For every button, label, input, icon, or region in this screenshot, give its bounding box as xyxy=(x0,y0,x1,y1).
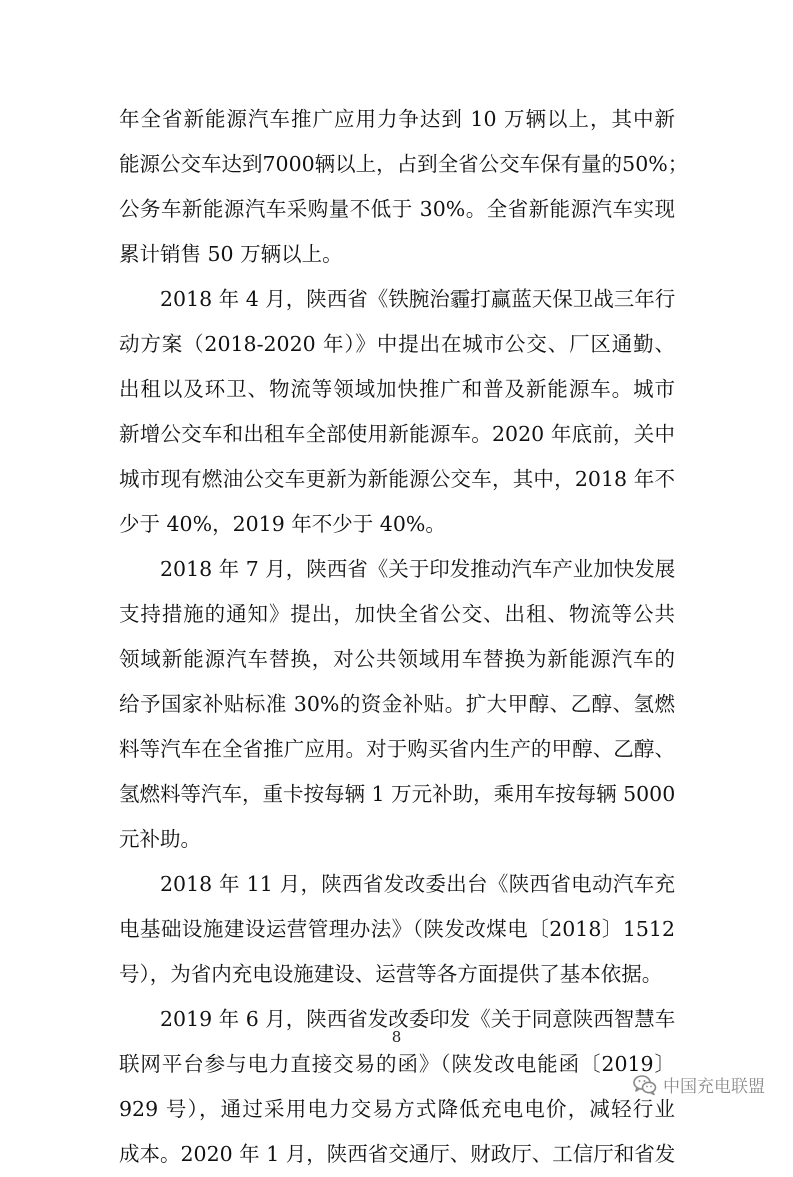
text-line: 给予国家补贴标准 30%的资金补贴。扩大甲醇、乙醇、氢燃 xyxy=(119,692,675,716)
text-line: 领域新能源汽车替换，对公共领域用车替换为新能源汽车的 xyxy=(119,647,675,671)
watermark-text: 中国充电联盟 xyxy=(663,1077,765,1097)
text-line: 2018 年 4 月，陕西省《铁腕治霾打赢蓝天保卫战三年行 xyxy=(160,287,676,311)
text-line: 少于 40%，2019 年不少于 40%。 xyxy=(119,512,446,536)
text-line: 2018 年 11 月，陕西省发改委出台《陕西省电动汽车充 xyxy=(160,872,675,896)
text-line: 成本。2020 年 1 月，陕西省交通厅、财政厅、工信厅和省发 xyxy=(119,1142,676,1166)
wechat-icon xyxy=(633,1074,657,1096)
text-line: 城市现有燃油公交车更新为新能源公交车，其中，2018 年不 xyxy=(119,467,675,491)
text-line: 累计销售 50 万辆以上。 xyxy=(119,242,343,266)
document-body xyxy=(119,97,689,1177)
text-line: 动方案（2018-2020 年）》中提出在城市公交、厂区通勤、 xyxy=(119,332,675,356)
text-line: 出租以及环卫、物流等领域加快推广和普及新能源车。城市 xyxy=(119,377,675,401)
text-line: 929 号），通过采用电力交易方式降低充电电价，减轻行业 xyxy=(119,1097,675,1121)
text-line: 电基础设施建设运营管理办法》（陕发改煤电〔2018〕1512 xyxy=(119,917,675,941)
text-line: 2019 年 6 月，陕西省发改委印发《关于同意陕西智慧车 xyxy=(160,1007,676,1031)
text-line: 能源公交车达到7000辆以上，占到全省公交车保有量的50%； xyxy=(119,152,689,176)
text-line: 公务车新能源汽车采购量不低于 30%。全省新能源汽车实现 xyxy=(119,197,675,221)
text-line: 号），为省内充电设施建设、运营等各方面提供了基本依据。 xyxy=(119,962,663,986)
text-line: 氢燃料等汽车，重卡按每辆 1 万元补助，乘用车按每辆 5000 xyxy=(119,782,676,806)
watermark xyxy=(633,1072,765,1097)
text-line: 2018 年 7 月，陕西省《关于印发推动汽车产业加快发展 xyxy=(160,557,676,581)
text-line: 联网平台参与电力直接交易的函》（陕发改电能函〔2019〕 xyxy=(119,1052,675,1076)
text-line: 料等汽车在全省推广应用。对于购买省内生产的甲醇、乙醇、 xyxy=(119,737,675,761)
text-line: 支持措施的通知》提出，加快全省公交、出租、物流等公共 xyxy=(119,602,675,626)
text-line: 元补助。 xyxy=(119,827,201,851)
page-number: 8 xyxy=(391,1028,402,1046)
text-line: 年全省新能源汽车推广应用力争达到 10 万辆以上，其中新 xyxy=(119,107,675,131)
text-line: 新增公交车和出租车全部使用新能源车。2020 年底前，关中 xyxy=(119,422,675,446)
